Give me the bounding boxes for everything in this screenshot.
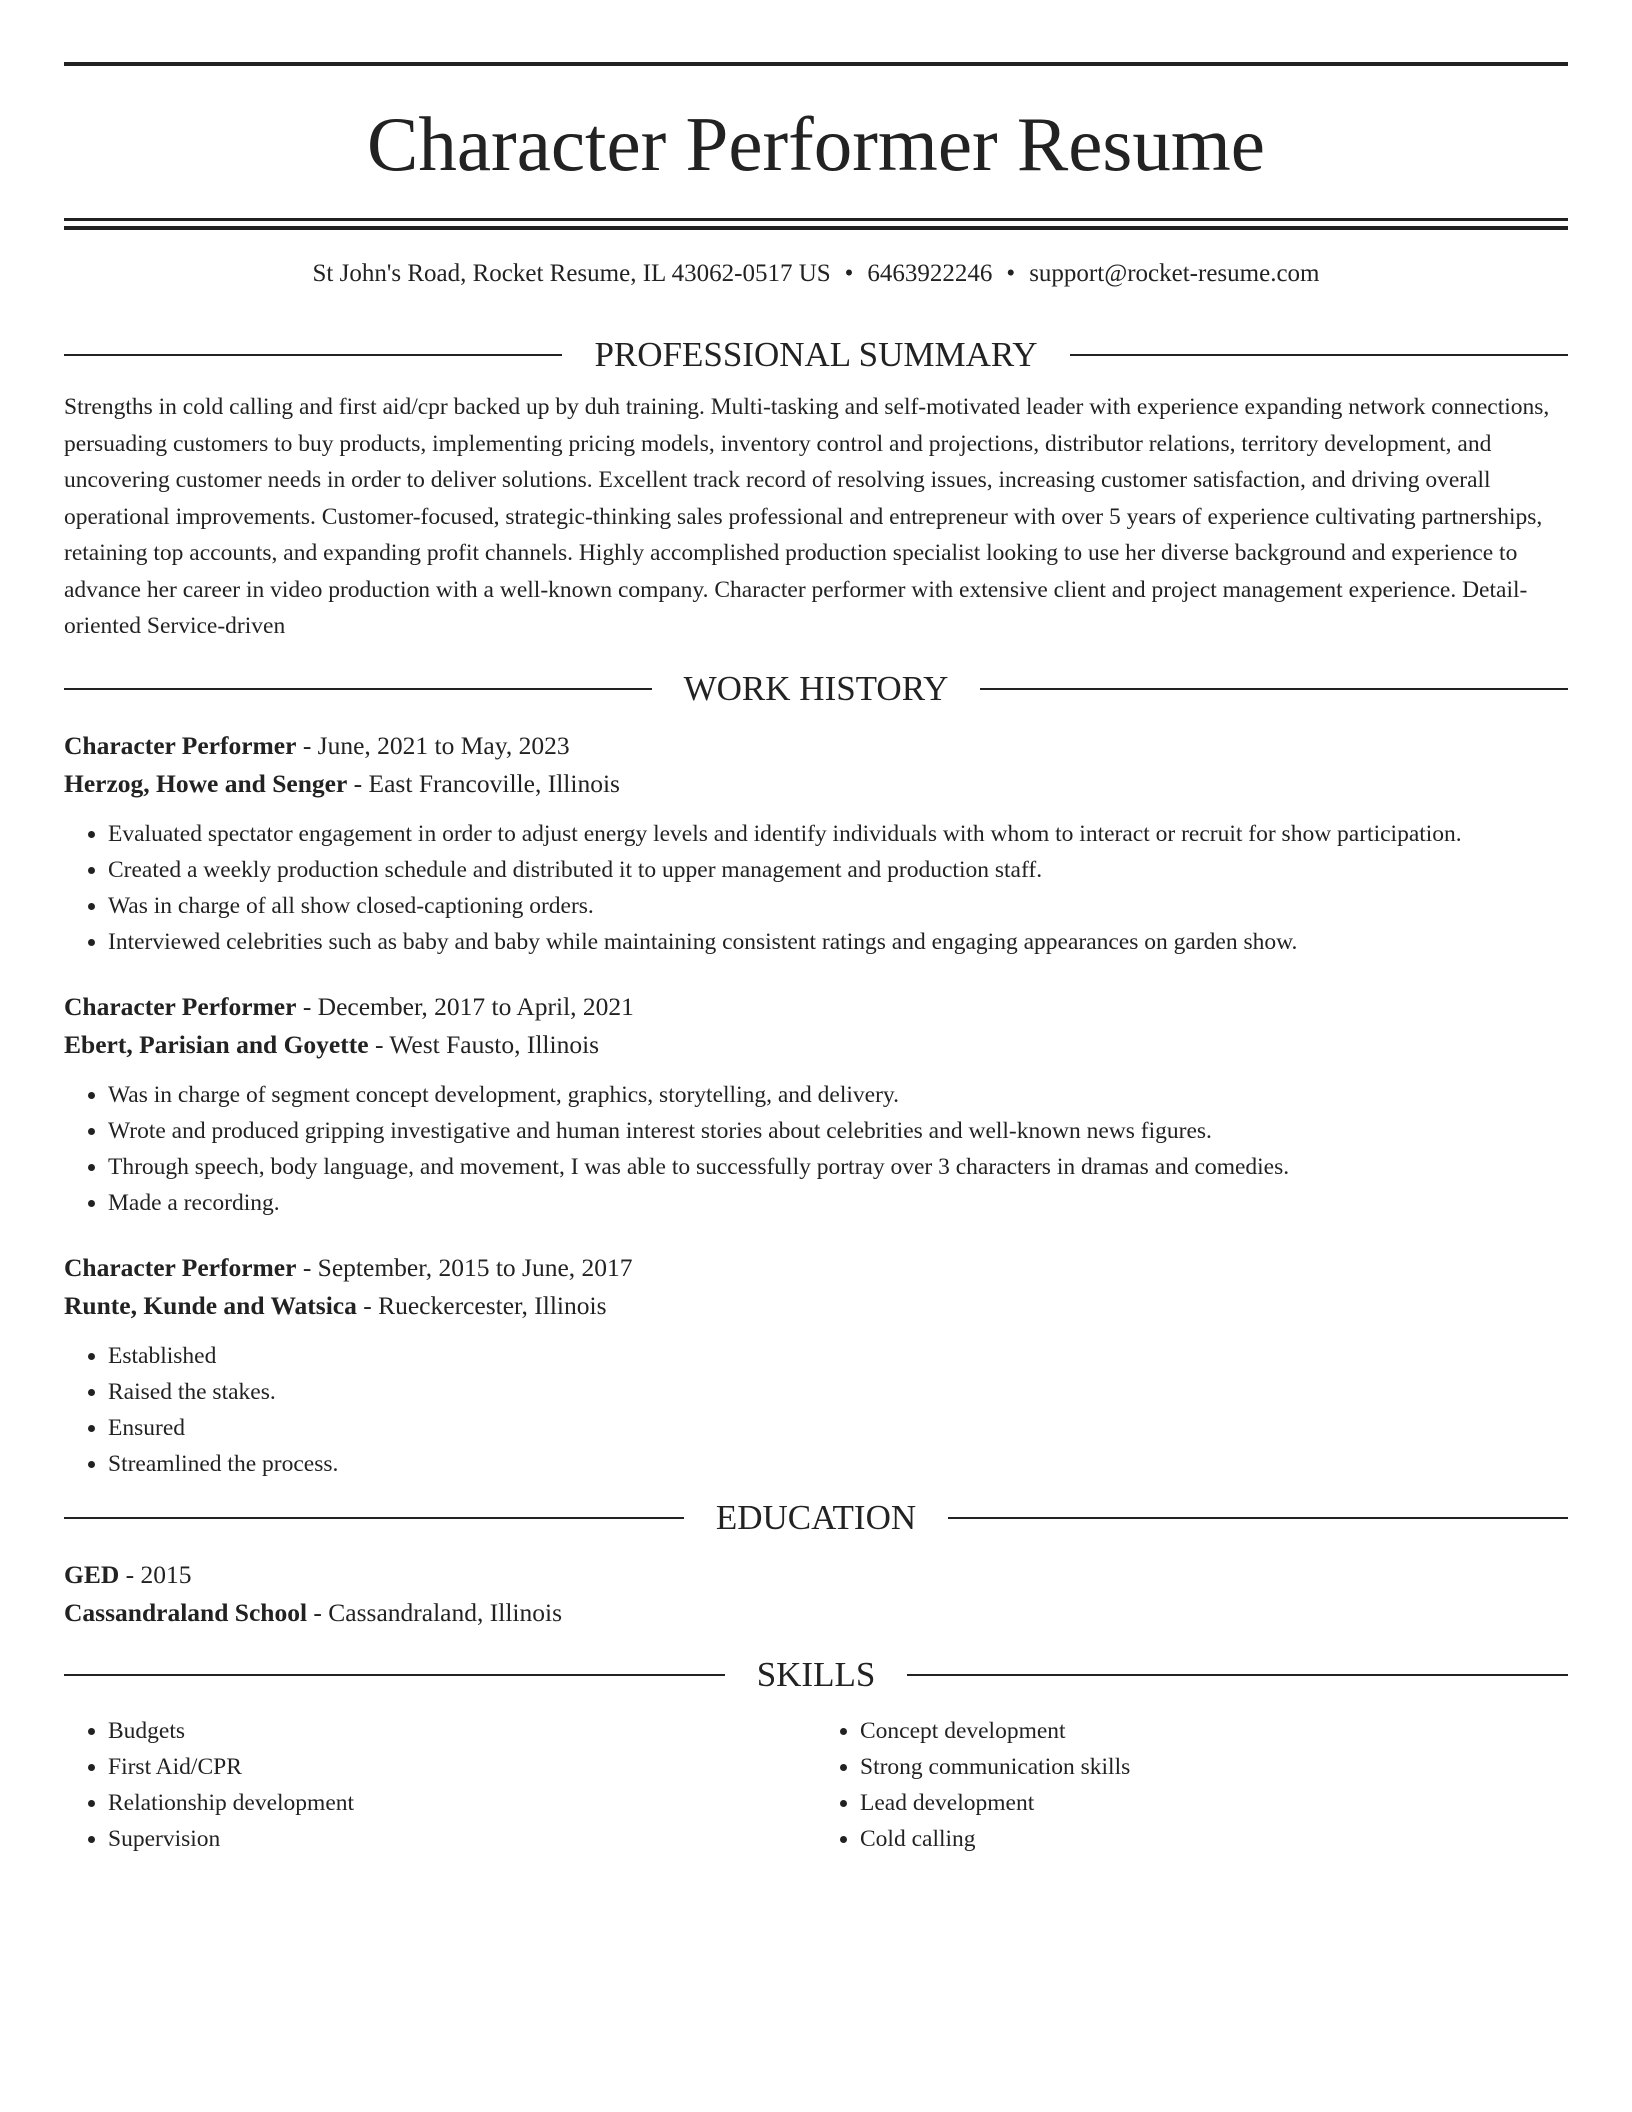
- resume-title: Character Performer Resume: [367, 101, 1265, 187]
- skills-right-list: [816, 1713, 1568, 1857]
- job-company: Ebert, Parisian and Goyette: [64, 1030, 369, 1059]
- heading-rule: [64, 354, 562, 356]
- job-entry: [64, 727, 1568, 960]
- contact-separator: •: [1006, 260, 1016, 287]
- job-location: - West Fausto, Illinois: [368, 1030, 600, 1059]
- list-item: • Streamlined the process.: [108, 1446, 1568, 1482]
- list-item: • Created a weekly production schedule and distributed it to upper management and production staff.: [108, 852, 1568, 888]
- list-item: • Made a recording.: [108, 1185, 1568, 1221]
- degree-year: - 2015: [119, 1559, 192, 1589]
- contact-phone: 6463922246: [867, 260, 993, 287]
- top-rule: [64, 62, 1568, 66]
- section-heading-label: PROFESSIONAL SUMMARY: [594, 335, 1038, 374]
- job-title: Character Performer: [64, 1252, 297, 1282]
- skill-item: • Budgets: [108, 1713, 816, 1749]
- school-line: [64, 1594, 1568, 1633]
- list-item: • Raised the stakes.: [108, 1374, 1568, 1410]
- section-heading-skills: [64, 1653, 1568, 1697]
- school-name: Cassandraland School: [64, 1598, 308, 1627]
- skill-item: • First Aid/CPR: [108, 1749, 816, 1785]
- job-bullets: [64, 1077, 1568, 1221]
- section-heading-label: WORK HISTORY: [683, 668, 949, 708]
- job-company-line: [64, 765, 1568, 804]
- resume-page: [64, 0, 1568, 1857]
- school-location: - Cassandraland, Illinois: [307, 1598, 562, 1627]
- heading-rule: [64, 1517, 684, 1519]
- job-title: Character Performer: [64, 730, 297, 760]
- list-item: • Was in charge of segment concept development, graphics, storytelling, and delivery.: [108, 1077, 1568, 1113]
- skills-columns: [64, 1713, 1568, 1857]
- job-title-line: [64, 727, 1568, 766]
- degree: GED: [64, 1559, 120, 1589]
- job-entry: [64, 1249, 1568, 1482]
- title-double-rule: [64, 218, 1568, 221]
- list-item: • Ensured: [108, 1410, 1568, 1446]
- skill-item: • Relationship development: [108, 1785, 816, 1821]
- heading-rule: [64, 688, 652, 690]
- contact-email: support@rocket-resume.com: [1029, 260, 1320, 287]
- contact-separator: •: [844, 260, 854, 287]
- job-location: - East Francoville, Illinois: [347, 769, 620, 798]
- skill-item: • Concept development: [860, 1713, 1568, 1749]
- skill-item: • Cold calling: [860, 1821, 1568, 1857]
- job-company: Herzog, Howe and Senger: [64, 769, 348, 798]
- contact-address: St John's Road, Rocket Resume, IL 43062-0517 US: [312, 260, 831, 287]
- list-item: • Was in charge of all show closed-captioning orders.: [108, 888, 1568, 924]
- heading-rule: [907, 1674, 1568, 1676]
- section-heading-summary: [64, 333, 1568, 377]
- job-bullets: [64, 1338, 1568, 1482]
- skill-item: • Supervision: [108, 1821, 816, 1857]
- list-item: • Interviewed celebrities such as baby and baby while maintaining consistent ratings and engaging appearances on garden show.: [108, 924, 1568, 960]
- job-bullets: [64, 816, 1568, 960]
- education-entry: [64, 1556, 1568, 1633]
- job-location: - Rueckercester, Illinois: [356, 1291, 607, 1320]
- section-heading-label: SKILLS: [756, 1654, 876, 1694]
- skill-item: • Strong communication skills: [860, 1749, 1568, 1785]
- list-item: • Through speech, body language, and movement, I was able to successfully portray over 3 characters in dramas and comedies.: [108, 1149, 1568, 1185]
- job-title-line: [64, 988, 1568, 1027]
- job-company: Runte, Kunde and Watsica: [64, 1291, 357, 1320]
- contact-line: [64, 258, 1568, 290]
- job-company-line: [64, 1287, 1568, 1326]
- section-heading-work: [64, 667, 1568, 711]
- job-title: Character Performer: [64, 991, 297, 1021]
- job-dates: - September, 2015 to June, 2017: [296, 1252, 633, 1282]
- heading-rule: [64, 1674, 725, 1676]
- skill-item: • Lead development: [860, 1785, 1568, 1821]
- skills-left-list: [64, 1713, 816, 1857]
- heading-rule: [980, 688, 1568, 690]
- job-dates: - June, 2021 to May, 2023: [296, 730, 570, 760]
- job-entry: [64, 988, 1568, 1221]
- section-heading-label: EDUCATION: [715, 1497, 917, 1537]
- list-item: • Evaluated spectator engagement in order to adjust energy levels and identify individuals with whom to interact or recruit for show participation.: [108, 816, 1568, 852]
- job-title-line: [64, 1249, 1568, 1288]
- heading-rule: [948, 1517, 1568, 1519]
- section-heading-education: [64, 1496, 1568, 1540]
- summary-text: Strengths in cold calling and first aid/cpr backed up by duh training. Multi-tasking and self-motivated leader with experience expanding network connections, persuading customers to buy products, implementing pricing models, inventory control and projections, distributor relations, territory development, and uncovering customer needs in order to deliver solutions. Excellent track record of resolving issues, increasing customer satisfaction, and driving overall operational improvements. Customer-focused, strategic-thinking sales professional and entrepreneur with over 5 years of experience cultivating partnerships, retaining top accounts, and expanding profit channels. Highly accomplished production specialist looking to use her diverse background and experience to advance her career in video production with a well-known company. Character performer with extensive client and project management experience. Detail-oriented Service-driven: [64, 394, 1550, 639]
- job-dates: - December, 2017 to April, 2021: [296, 991, 634, 1021]
- list-item: • Established: [108, 1338, 1568, 1374]
- job-company-line: [64, 1026, 1568, 1065]
- list-item: • Wrote and produced gripping investigative and human interest stories about celebrities and well-known news figures.: [108, 1113, 1568, 1149]
- degree-line: [64, 1556, 1568, 1595]
- heading-rule: [1070, 354, 1568, 356]
